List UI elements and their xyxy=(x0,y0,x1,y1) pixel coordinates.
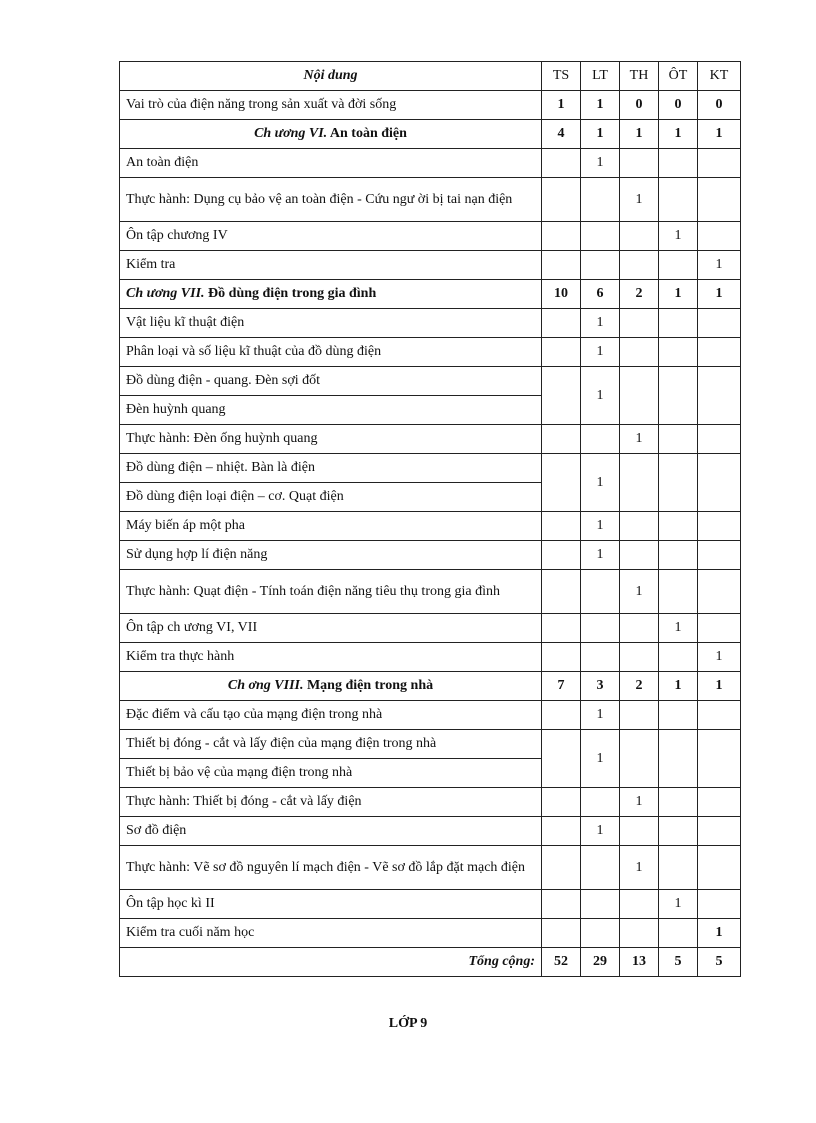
table-row xyxy=(120,817,741,846)
value-cell xyxy=(581,846,620,890)
grade-heading: LỚP 9 xyxy=(388,1016,428,1031)
value-cell: 1 xyxy=(698,643,741,672)
value-cell xyxy=(581,614,620,643)
value-cell: 1 xyxy=(581,120,620,149)
value-cell xyxy=(542,149,581,178)
value-cell: 3 xyxy=(581,672,620,701)
value-cell xyxy=(698,338,741,367)
value-cell xyxy=(542,367,581,425)
value-cell: 0 xyxy=(659,91,698,120)
table-row xyxy=(120,309,741,338)
content-cell: Thiết bị đóng - cắt và lấy điện của mạng điện trong nhà xyxy=(120,730,542,759)
total-row xyxy=(120,948,741,977)
value-cell xyxy=(620,512,659,541)
value-cell xyxy=(659,788,698,817)
value-cell xyxy=(542,919,581,948)
value-cell xyxy=(659,338,698,367)
table-row xyxy=(120,730,741,759)
value-cell: 1 xyxy=(659,672,698,701)
value-cell: 1 xyxy=(581,309,620,338)
chapter-title xyxy=(120,672,542,701)
table-row xyxy=(120,425,741,454)
value-cell xyxy=(620,338,659,367)
value-cell xyxy=(698,454,741,512)
content-cell: Thực hành: Dụng cụ bảo vệ an toàn điện - Cứu ngư ời bị tai nạn điện xyxy=(120,178,542,222)
content-cell: Đồ dùng điện – nhiệt. Bàn là điện xyxy=(120,454,542,483)
chapter-prefix: Ch ương VII. xyxy=(126,286,205,301)
value-cell xyxy=(542,454,581,512)
table-row xyxy=(120,222,741,251)
value-cell xyxy=(659,846,698,890)
value-cell xyxy=(698,512,741,541)
value-cell xyxy=(698,614,741,643)
value-cell xyxy=(542,788,581,817)
value-cell xyxy=(698,178,741,222)
content-cell: Phân loại và số liệu kĩ thuật của đồ dùng điện xyxy=(120,338,542,367)
table-row xyxy=(120,788,741,817)
value-cell: 1 xyxy=(620,788,659,817)
value-cell: 1 xyxy=(581,541,620,570)
value-cell xyxy=(620,890,659,919)
table-row xyxy=(120,701,741,730)
value-cell xyxy=(620,454,659,512)
value-cell xyxy=(620,614,659,643)
table-row xyxy=(120,643,741,672)
table-row xyxy=(120,338,741,367)
value-cell: 29 xyxy=(581,948,620,977)
table-row xyxy=(120,149,741,178)
chapter-row xyxy=(120,120,741,149)
value-cell xyxy=(581,425,620,454)
value-cell xyxy=(542,701,581,730)
curriculum-table xyxy=(119,61,741,977)
value-cell xyxy=(620,541,659,570)
value-cell xyxy=(698,846,741,890)
value-cell xyxy=(581,222,620,251)
value-cell: 1 xyxy=(659,614,698,643)
value-cell: 52 xyxy=(542,948,581,977)
value-cell xyxy=(659,178,698,222)
value-cell xyxy=(581,788,620,817)
header-col-3: ÔT xyxy=(659,62,698,91)
value-cell xyxy=(542,846,581,890)
content-cell: Thực hành: Đèn ống huỳnh quang xyxy=(120,425,542,454)
value-cell xyxy=(698,701,741,730)
table-row xyxy=(120,614,741,643)
value-cell: 1 xyxy=(659,890,698,919)
value-cell xyxy=(542,730,581,788)
content-cell: Vật liệu kĩ thuật điện xyxy=(120,309,542,338)
value-cell xyxy=(659,425,698,454)
content-cell: Thiết bị bảo vệ của mạng điện trong nhà xyxy=(120,759,542,788)
value-cell xyxy=(659,701,698,730)
value-cell xyxy=(620,730,659,788)
table-row xyxy=(120,919,741,948)
value-cell: 1 xyxy=(659,120,698,149)
value-cell: 1 xyxy=(698,251,741,280)
value-cell xyxy=(620,919,659,948)
content-cell: Kiểm tra cuối năm học xyxy=(120,919,542,948)
table-row xyxy=(120,91,741,120)
value-cell: 1 xyxy=(620,120,659,149)
value-cell: 1 xyxy=(698,919,741,948)
value-cell xyxy=(581,178,620,222)
value-cell: 7 xyxy=(542,672,581,701)
value-cell xyxy=(542,541,581,570)
content-cell: Thực hành: Vẽ sơ đồ nguyên lí mạch điện - Vẽ sơ đồ lắp đặt mạch điện xyxy=(120,846,542,890)
value-cell: 1 xyxy=(698,120,741,149)
value-cell: 1 xyxy=(581,730,620,788)
value-cell xyxy=(542,890,581,919)
value-cell: 5 xyxy=(659,948,698,977)
value-cell: 1 xyxy=(620,178,659,222)
content-cell: Đặc điểm và cấu tạo của mạng điện trong nhà xyxy=(120,701,542,730)
value-cell xyxy=(659,367,698,425)
content-cell: Thực hành: Quạt điện - Tính toán điện năng tiêu thụ trong gia đình xyxy=(120,570,542,614)
value-cell xyxy=(620,251,659,280)
content-cell: Vai trò của điện năng trong sản xuất và đời sống xyxy=(120,91,542,120)
value-cell: 1 xyxy=(698,672,741,701)
value-cell xyxy=(659,919,698,948)
value-cell xyxy=(698,788,741,817)
value-cell xyxy=(698,425,741,454)
value-cell: 1 xyxy=(581,367,620,425)
value-cell xyxy=(698,222,741,251)
content-cell: Đèn huỳnh quang xyxy=(120,396,542,425)
table-row xyxy=(120,541,741,570)
chapter-prefix: Ch ương VI. xyxy=(254,126,328,141)
value-cell xyxy=(659,570,698,614)
chapter-name: An toàn điện xyxy=(327,126,407,141)
value-cell xyxy=(698,570,741,614)
chapter-name: Mạng điện trong nhà xyxy=(303,678,434,693)
content-cell: Kiểm tra thực hành xyxy=(120,643,542,672)
value-cell xyxy=(620,367,659,425)
value-cell xyxy=(581,570,620,614)
chapter-row xyxy=(120,672,741,701)
value-cell xyxy=(581,890,620,919)
value-cell xyxy=(659,149,698,178)
value-cell: 10 xyxy=(542,280,581,309)
table-row xyxy=(120,367,741,396)
content-cell: Ôn tập học kì II xyxy=(120,890,542,919)
content-cell: Máy biến áp một pha xyxy=(120,512,542,541)
value-cell: 1 xyxy=(620,425,659,454)
chapter-title xyxy=(120,280,542,309)
chapter-row xyxy=(120,280,741,309)
value-cell xyxy=(698,890,741,919)
value-cell: 1 xyxy=(620,570,659,614)
value-cell: 1 xyxy=(581,149,620,178)
value-cell xyxy=(698,149,741,178)
value-cell: 1 xyxy=(581,817,620,846)
content-cell: Ôn tập ch ương VI, VII xyxy=(120,614,542,643)
value-cell: 0 xyxy=(620,91,659,120)
value-cell xyxy=(542,338,581,367)
value-cell: 1 xyxy=(581,91,620,120)
header-col-1: LT xyxy=(581,62,620,91)
chapter-prefix: Ch ơng VIII. xyxy=(227,678,304,693)
value-cell: 1 xyxy=(581,512,620,541)
value-cell xyxy=(659,643,698,672)
table-row xyxy=(120,570,741,614)
value-cell xyxy=(659,454,698,512)
chapter-title xyxy=(120,120,542,149)
content-cell: Tổng cộng: xyxy=(120,948,542,977)
value-cell xyxy=(620,149,659,178)
value-cell xyxy=(581,251,620,280)
value-cell: 1 xyxy=(659,280,698,309)
value-cell xyxy=(581,643,620,672)
value-cell: 1 xyxy=(581,338,620,367)
value-cell xyxy=(698,730,741,788)
value-cell xyxy=(659,730,698,788)
table-row xyxy=(120,512,741,541)
value-cell xyxy=(620,222,659,251)
value-cell: 2 xyxy=(620,280,659,309)
value-cell xyxy=(542,512,581,541)
value-cell xyxy=(542,251,581,280)
table-row xyxy=(120,251,741,280)
value-cell: 5 xyxy=(698,948,741,977)
content-cell: Kiểm tra xyxy=(120,251,542,280)
value-cell xyxy=(659,309,698,338)
table-header-row xyxy=(120,62,741,91)
value-cell: 1 xyxy=(581,454,620,512)
value-cell xyxy=(620,309,659,338)
value-cell: 2 xyxy=(620,672,659,701)
header-content: Nội dung xyxy=(120,62,542,91)
content-cell: Ôn tập chương IV xyxy=(120,222,542,251)
content-cell: Đồ dùng điện - quang. Đèn sợi đốt xyxy=(120,367,542,396)
content-cell: Sơ đồ điện xyxy=(120,817,542,846)
header-col-0: TS xyxy=(542,62,581,91)
value-cell: 1 xyxy=(620,846,659,890)
table-row xyxy=(120,454,741,483)
value-cell xyxy=(659,541,698,570)
value-cell: 1 xyxy=(698,280,741,309)
value-cell xyxy=(542,570,581,614)
value-cell: 4 xyxy=(542,120,581,149)
value-cell: 0 xyxy=(698,91,741,120)
value-cell xyxy=(698,817,741,846)
value-cell xyxy=(542,817,581,846)
value-cell: 13 xyxy=(620,948,659,977)
content-cell: Đồ dùng điện loại điện – cơ. Quạt điện xyxy=(120,483,542,512)
value-cell xyxy=(659,251,698,280)
value-cell xyxy=(542,614,581,643)
value-cell xyxy=(620,817,659,846)
value-cell: 1 xyxy=(659,222,698,251)
value-cell xyxy=(581,919,620,948)
value-cell xyxy=(698,541,741,570)
content-cell: Sử dụng hợp lí điện năng xyxy=(120,541,542,570)
value-cell: 1 xyxy=(581,701,620,730)
value-cell xyxy=(542,178,581,222)
value-cell: 6 xyxy=(581,280,620,309)
value-cell xyxy=(659,512,698,541)
value-cell xyxy=(620,701,659,730)
content-cell: An toàn điện xyxy=(120,149,542,178)
value-cell xyxy=(542,425,581,454)
value-cell xyxy=(542,309,581,338)
value-cell xyxy=(620,643,659,672)
value-cell xyxy=(542,643,581,672)
value-cell xyxy=(659,817,698,846)
chapter-name: Đồ dùng điện trong gia đình xyxy=(204,286,377,301)
header-col-4: KT xyxy=(698,62,741,91)
table-row xyxy=(120,846,741,890)
value-cell: 1 xyxy=(542,91,581,120)
table-row xyxy=(120,178,741,222)
value-cell xyxy=(698,367,741,425)
content-cell: Thực hành: Thiết bị đóng - cắt và lấy điện xyxy=(120,788,542,817)
value-cell xyxy=(542,222,581,251)
header-col-2: TH xyxy=(620,62,659,91)
table-row xyxy=(120,890,741,919)
value-cell xyxy=(698,309,741,338)
